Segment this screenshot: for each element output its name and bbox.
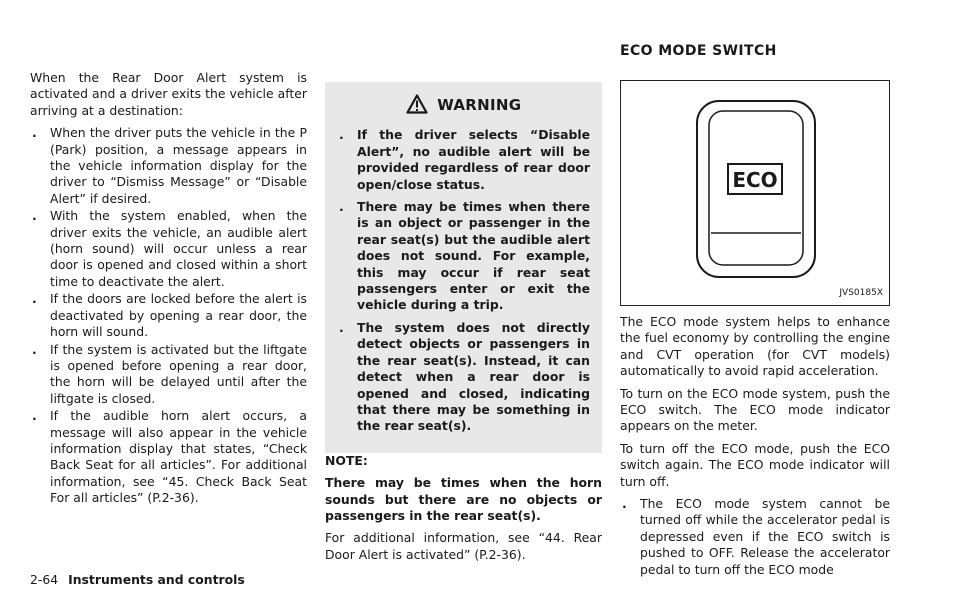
intro-paragraph: When the Rear Door Alert system is activated and a driver exits the vehicle after arriving at a destination: bbox=[30, 70, 307, 118]
rear-door-alert-bullets bbox=[30, 125, 307, 506]
column-left bbox=[30, 70, 307, 508]
note-reference: For additional information, see “44. Rear Door Alert is activated” (P.2-36). bbox=[325, 530, 602, 562]
chapter-title: Instruments and controls bbox=[68, 572, 245, 587]
list-item: . If the driver selects “Disable Alert”, no audible alert will be provided regardless of rear door open/close status. bbox=[339, 127, 590, 192]
warning-bullets bbox=[337, 127, 590, 434]
column-middle bbox=[325, 82, 602, 569]
eco-bullets bbox=[620, 496, 890, 578]
list-item: . There may be times when there is an object or passenger in the rear seat(s) but the audible alert does not sound. For example, this may occur if rear seat passengers enter or exit the vehicle during a trip. bbox=[339, 199, 590, 313]
warning-triangle-icon bbox=[406, 94, 428, 117]
warning-title: WARNING bbox=[437, 96, 522, 114]
list-item: . With the system enabled, when the driver exits the vehicle, an audible alert (horn sound) will occur unless a rear door is opened and closed within a short time to deactivate the alert. bbox=[32, 208, 307, 289]
list-item: . The ECO mode system cannot be turned off while the accelerator pedal is depressed even if the ECO switch is pushed to OFF. Release the accelerator pedal to turn off the ECO mode bbox=[622, 496, 890, 577]
list-item: . The system does not directly detect objects or passengers in the rear seat(s). Instead, it can detect when a rear door is opened and closed, indicating that there may be something in the rear seat(s). bbox=[339, 319, 590, 434]
list-item: . When the driver puts the vehicle in the P (Park) position, a message appears in the vehicle information display for the driver to “Dismiss Message” or “Disable Alert” if desired. bbox=[32, 125, 307, 206]
eco-switch-figure bbox=[620, 80, 890, 306]
list-item: . If the system is activated but the liftgate is opened before opening a rear door, the horn will be delayed until after the liftgate is closed. bbox=[32, 341, 307, 406]
note-label: NOTE: bbox=[325, 452, 368, 468]
column-right bbox=[620, 80, 890, 579]
figure-code: JVS0185X bbox=[839, 287, 883, 298]
page-footer bbox=[30, 572, 245, 587]
list-item: . If the audible horn alert occurs, a message will also appear in the vehicle information display that states, “Check Back Seat for all articles”. For additional information, see “45. Check Back Seat For all articles” (P.2-36). bbox=[32, 408, 307, 506]
note-bold-text: There may be times when the horn sounds but there are no objects or passengers in the rear seat(s). bbox=[325, 475, 602, 523]
eco-switch-illustration bbox=[621, 81, 889, 305]
warning-heading bbox=[337, 94, 590, 117]
eco-paragraph-2: To turn on the ECO mode system, push the ECO switch. The ECO mode indicator appears on the meter. bbox=[620, 385, 890, 434]
eco-paragraph-1: The ECO mode system helps to enhance the fuel economy by controlling the engine and CVT operation (for CVT models) automatically to avoid rapid acceleration. bbox=[620, 314, 890, 379]
list-item: . If the doors are locked before the alert is deactivated by opening a rear door, the horn will sound. bbox=[32, 291, 307, 340]
page-number: 2-64 bbox=[30, 572, 59, 587]
section-title: ECO MODE SWITCH bbox=[620, 43, 777, 59]
eco-switch-label: ECO bbox=[732, 168, 778, 192]
eco-paragraph-3: To turn off the ECO mode, push the ECO switch again. The ECO mode indicator will turn off. bbox=[620, 440, 890, 489]
warning-box bbox=[325, 82, 602, 453]
